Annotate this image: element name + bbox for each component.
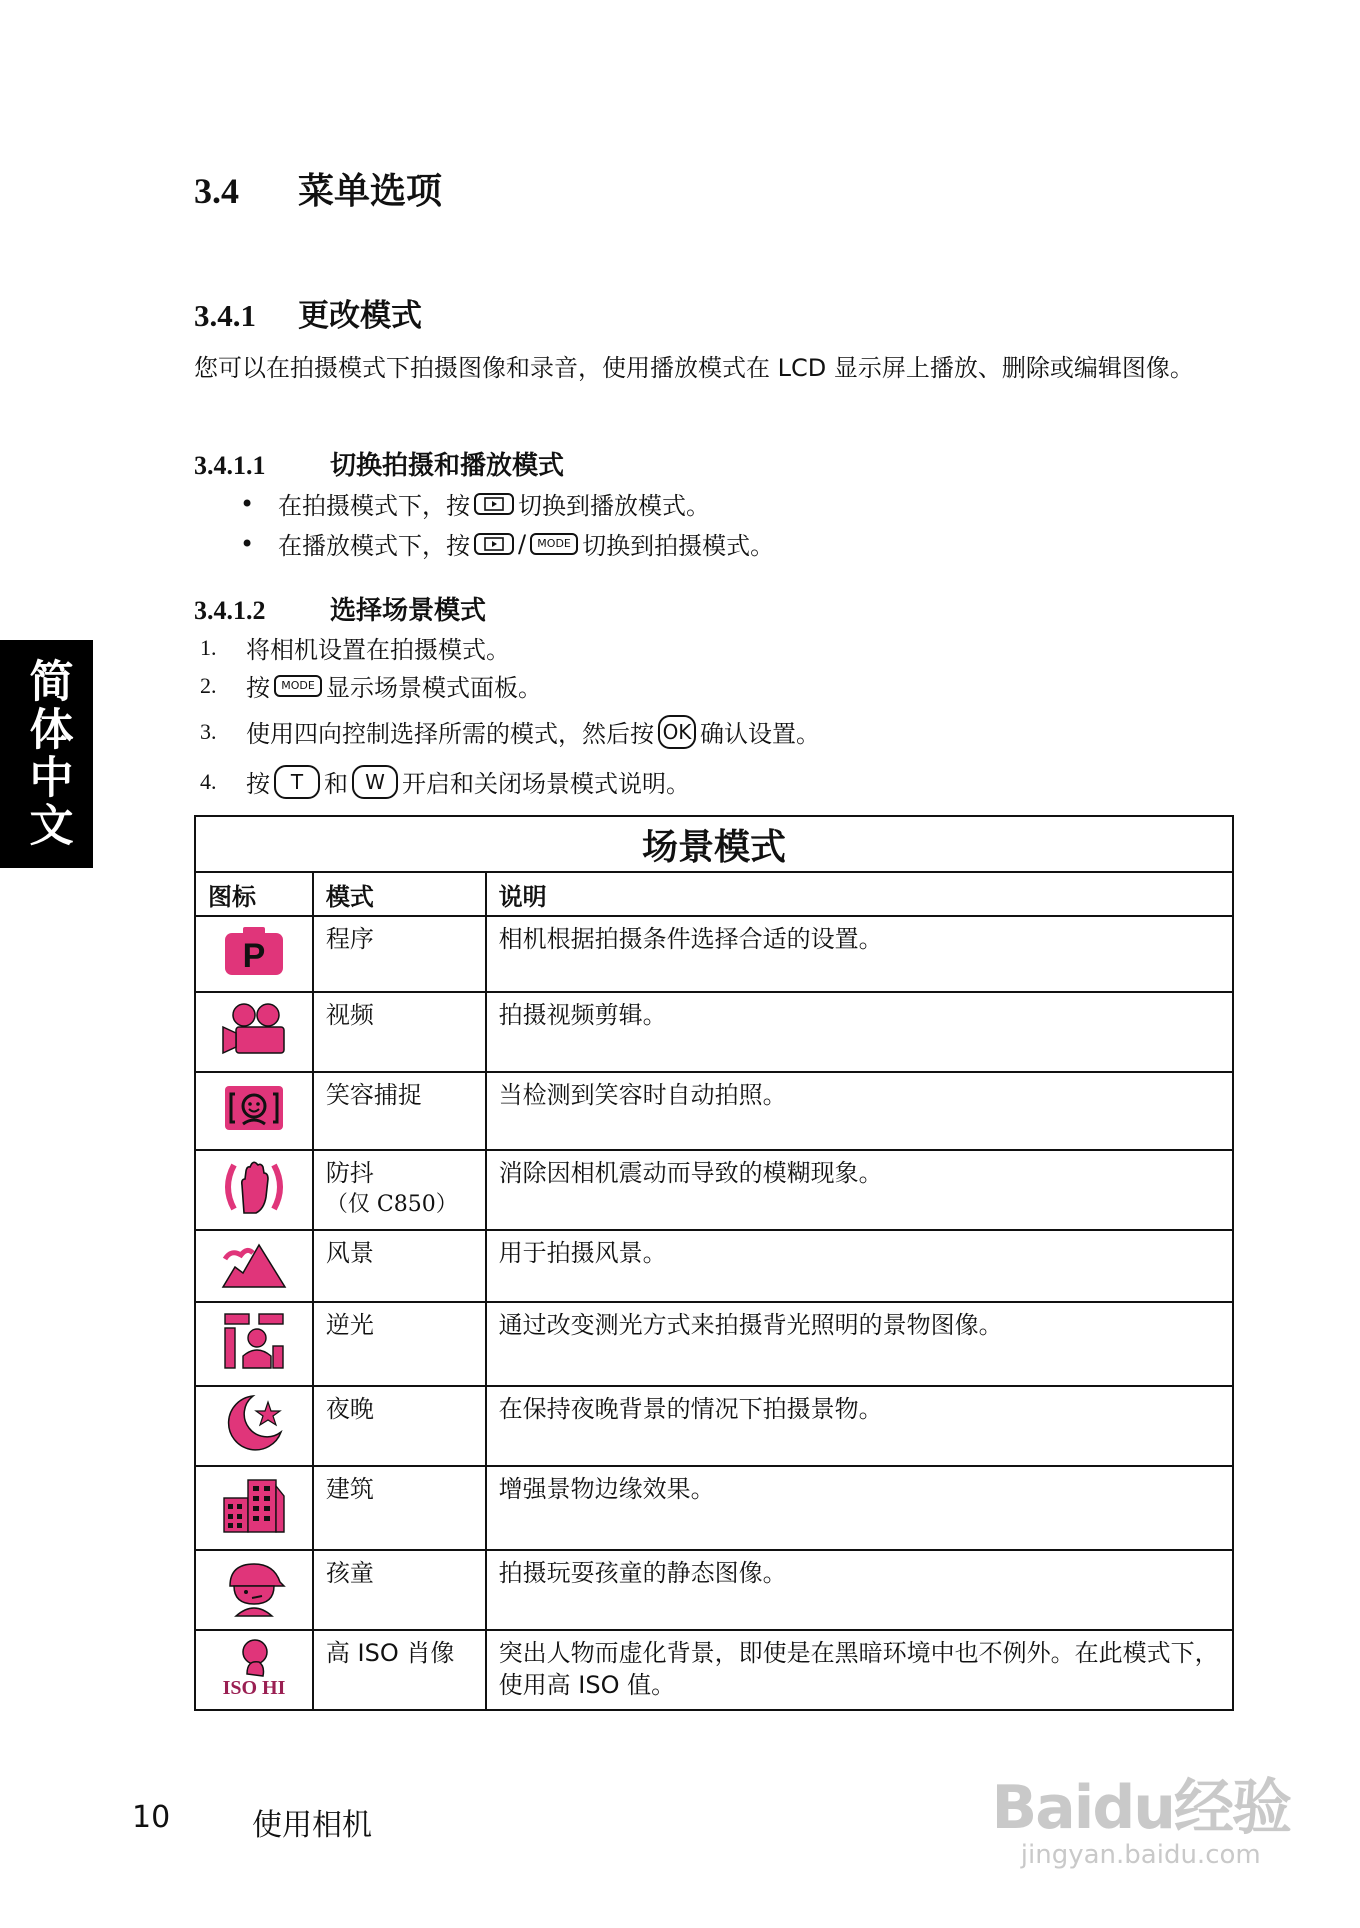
sub-heading-scene-mode (194, 590, 486, 627)
program-p-icon (223, 925, 285, 977)
backlight-icon (221, 1310, 287, 1372)
subsection-title: 更改模式 (298, 298, 422, 334)
sub-heading-switch-mode (194, 445, 564, 482)
kids-icon (222, 1556, 286, 1618)
bullet-item: • 在播放模式下，按 / MODE 切换到拍摄模式。 (240, 529, 775, 560)
video-camera-icon (220, 1001, 288, 1057)
section-title: 菜单选项 (298, 171, 443, 212)
watermark-logo: Baidu经验 (991, 1773, 1290, 1843)
svg-text:P: P (242, 937, 266, 975)
column-header: 说明 (486, 872, 1233, 916)
tele-button-icon: T (274, 765, 320, 799)
step-item: 1. 将相机设置在拍摄模式。 (200, 634, 510, 664)
high-iso-portrait-icon (219, 1636, 289, 1698)
baidu-watermark (992, 1760, 1290, 1870)
step-item: 3. 使用四向控制选择所需的模式，然后按 OK 确认设置。 (200, 714, 820, 749)
anti-shake-hand-icon (220, 1157, 288, 1217)
table-row: 夜晚 在保持夜晚背景的情况下拍摄景物。 (195, 1386, 1233, 1466)
building-icon (222, 1476, 286, 1534)
smile-capture-icon (223, 1082, 285, 1134)
column-header: 图标 (195, 872, 313, 916)
table-row: ISO HI 高 ISO 肖像 突出人物而虚化背景，即使是在黑暗环境中也不例外。在此模式下，使用高 ISO 值。 (195, 1630, 1233, 1710)
intro-paragraph: 您可以在拍摄模式下拍摄图像和录音，使用播放模式在 LCD 显示屏上播放、删除或编辑图像。 (194, 354, 1194, 382)
ok-button-icon: OK (658, 715, 696, 749)
footer-title: 使用相机 (252, 1808, 372, 1843)
section-heading (194, 163, 442, 214)
step-item: 4. 按 T 和 W 开启和关闭场景模式说明。 (200, 764, 690, 799)
table-row: 孩童 拍摄玩耍孩童的静态图像。 (195, 1550, 1233, 1630)
mode-button-icon: MODE (530, 533, 578, 555)
section-number: 3.4 (194, 171, 239, 211)
scene-mode-table (194, 815, 1234, 1711)
sub-heading-number: 3.4.1.1 (194, 451, 266, 480)
page-number: 10 (132, 1800, 171, 1835)
svg-text:ISO HI: ISO HI (222, 1677, 286, 1698)
sub-heading-number: 3.4.1.2 (194, 596, 266, 625)
sub-heading-title: 切换拍摄和播放模式 (330, 451, 565, 481)
bullet-item: • 在拍摄模式下，按 切换到播放模式。 (240, 489, 710, 520)
language-side-tab: 简体中文 (0, 640, 93, 868)
table-row: 建筑 增强景物边缘效果。 (195, 1466, 1233, 1550)
wide-button-icon: W (352, 765, 398, 799)
subsection-heading (194, 290, 422, 335)
playback-button-icon (474, 493, 514, 515)
table-row: 视频 拍摄视频剪辑。 (195, 992, 1233, 1072)
night-moon-star-icon (223, 1392, 285, 1454)
sub-heading-title: 选择场景模式 (330, 596, 487, 626)
table-row: 风景 用于拍摄风景。 (195, 1230, 1233, 1302)
column-header: 模式 (313, 872, 486, 916)
playback-button-icon (474, 533, 514, 555)
table-row: P 程序 相机根据拍摄条件选择合适的设置。 (195, 916, 1233, 992)
table-title: 场景模式 (195, 816, 1233, 872)
subsection-number: 3.4.1 (194, 298, 256, 333)
watermark-url: jingyan.baidu.com (1020, 1840, 1261, 1870)
landscape-icon (221, 1237, 287, 1289)
table-row: 笑容捕捉 当检测到笑容时自动拍照。 (195, 1072, 1233, 1150)
mode-button-icon: MODE (274, 675, 322, 697)
step-item: 2. 按 MODE 显示场景模式面板。 (200, 672, 542, 702)
table-row: 逆光 通过改变测光方式来拍摄背光照明的景物图像。 (195, 1302, 1233, 1386)
table-row: 防抖 （仅 C850） 消除因相机震动而导致的模糊现象。 (195, 1150, 1233, 1230)
